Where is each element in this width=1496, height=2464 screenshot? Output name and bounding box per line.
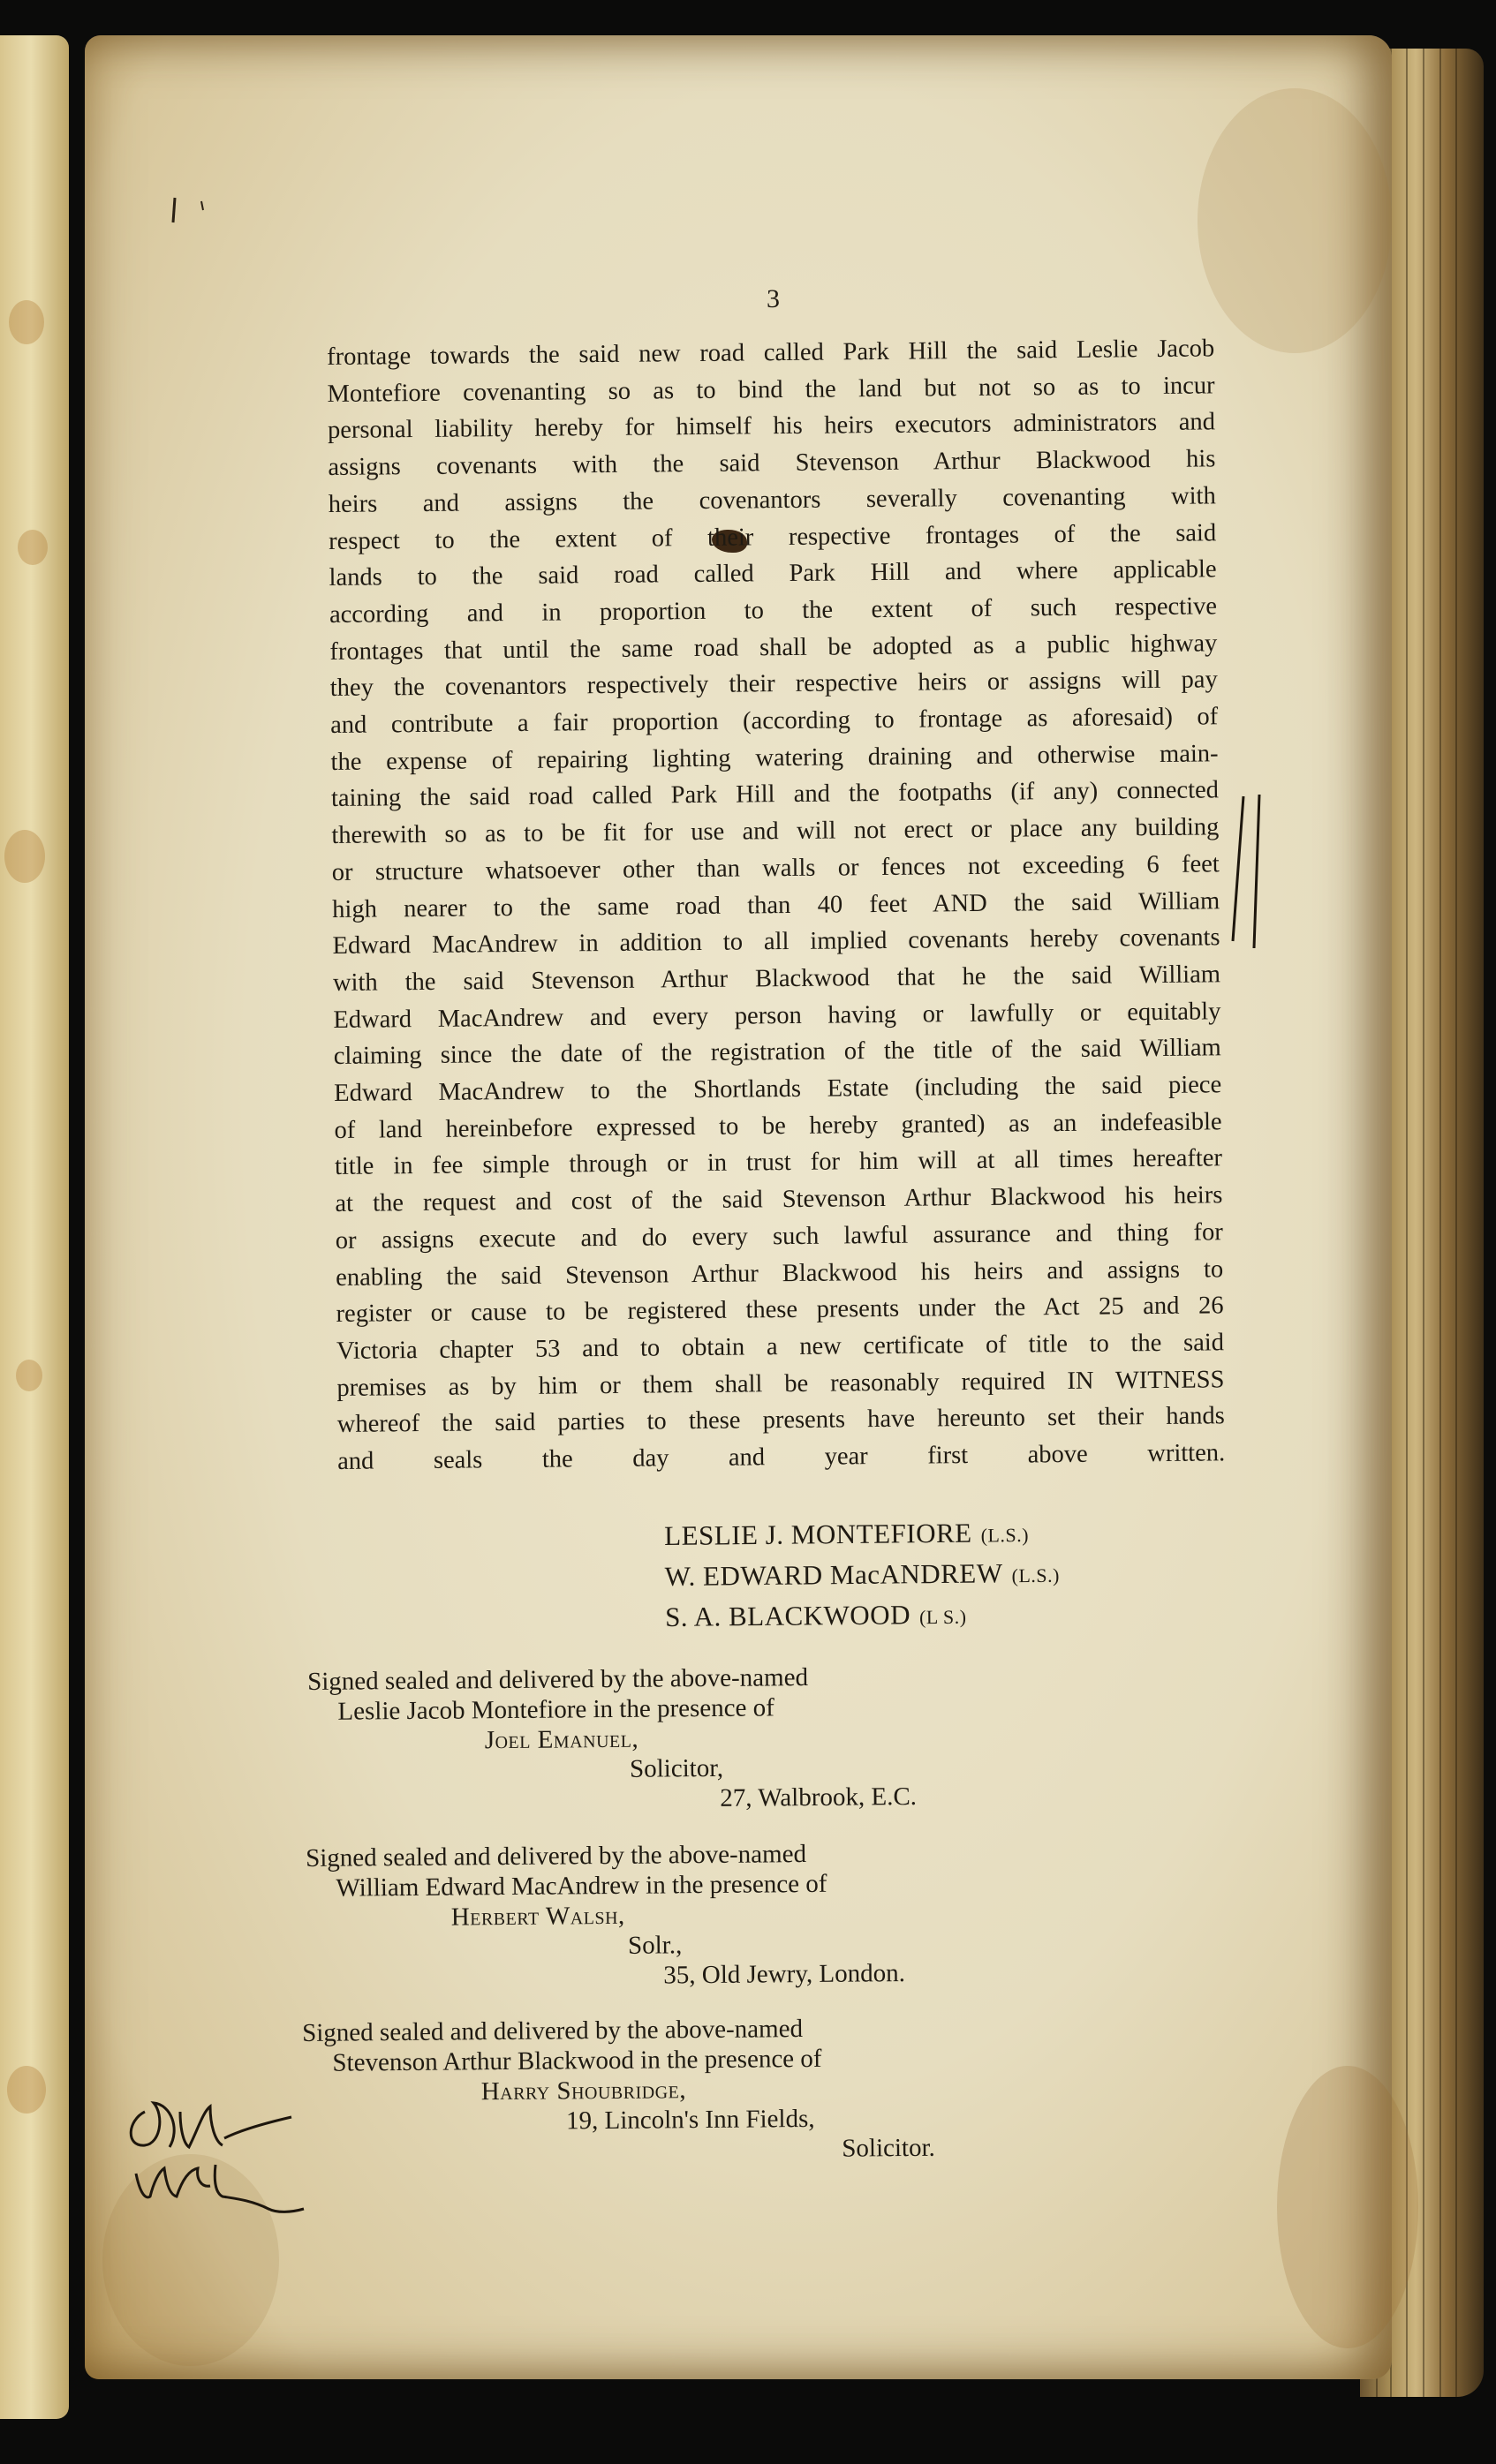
body-line: and contribute a fair proportion (according to frontage as aforesaid) of: [330, 703, 1219, 740]
tick-mark: [168, 192, 221, 232]
handwritten-initials: [118, 2076, 321, 2240]
signatory-name: LESLIE J. MONTEFIORE: [664, 1517, 972, 1551]
body-line: the expense of repairing lighting watering draining and otherwise main-: [330, 740, 1219, 776]
body-line: Edward MacAndrew and every person having or lawfully or equitably: [333, 997, 1221, 1034]
body-line: taining the said road called Park Hill and the footpaths (if any) connected: [330, 776, 1220, 813]
body-line: and seals the day and year first above written.: [337, 1439, 1226, 1476]
witness-line: William Edward MacAndrew in the presence of: [336, 1869, 827, 1903]
body-line: enabling the said Stevenson Arthur Blackwood his heirs and assigns to: [336, 1255, 1224, 1292]
body-line: Victoria chapter 53 and to obtain a new certificate of title to the said: [336, 1329, 1225, 1365]
witness-line: Stevenson Arthur Blackwood in the presence of: [332, 2044, 822, 2077]
body-line: high nearer to the same road than 40 feet AND the said William: [332, 886, 1220, 923]
body-line: or structure whatsoever other than walls or fences not exceeding 6 feet: [331, 850, 1220, 886]
body-line: of land hereinbefore expressed to be hereby granted) as an indefeasible: [334, 1108, 1222, 1144]
witness-address: 35, Old Jewry, London.: [663, 1959, 906, 1990]
body-line: or assigns execute and do every such lawful assurance and thing for: [335, 1218, 1223, 1255]
witness-block: [302, 2014, 935, 2168]
signatory-name: W. EDWARD MacANDREW: [664, 1557, 1003, 1592]
body-line: therewith so as to be fit for use and will not erect or place any building: [331, 813, 1220, 850]
signatory-name: S. A. BLACKWOOD: [664, 1599, 911, 1632]
body-line: at the request and cost of the said Stevenson Arthur Blackwood his heirs: [335, 1181, 1223, 1218]
witness-title: Solicitor,: [629, 1753, 724, 1783]
witness-block: [307, 1662, 918, 1817]
signatory-row: [665, 1594, 1061, 1639]
witness-name: Harry Shoubridge,: [480, 2076, 687, 2106]
body-line: according and in proportion to the extent of such respective: [329, 592, 1218, 629]
body-line: register or cause to be registered these presents under the Act 25 and 26: [336, 1292, 1224, 1329]
body-line: premises as by him or them shall be reasonably required IN WITNESS: [336, 1365, 1225, 1402]
witness-title: Solicitor.: [842, 2133, 935, 2163]
witness-name: Herbert Walsh,: [450, 1901, 625, 1932]
body-line: heirs and assigns the covenantors severally covenanting with: [328, 482, 1216, 518]
witness-title: Solr.,: [627, 1931, 683, 1960]
body-line: personal liability hereby for himself his heirs executors administrators and: [327, 408, 1216, 445]
signatory-row: [664, 1513, 1060, 1557]
witness-line: Signed sealed and delivered by the above-named: [302, 2015, 804, 2047]
deed-body-text: [327, 330, 1225, 1480]
adjacent-page-edge: [0, 35, 69, 2419]
signatures-block: [664, 1513, 1061, 1639]
seal-mark: (L.S.): [1011, 1564, 1060, 1587]
seal-mark: (L.S.): [980, 1524, 1030, 1547]
body-line: Edward MacAndrew in addition to all implied covenants hereby covenants: [332, 923, 1220, 961]
witness-block: [306, 1839, 906, 1993]
witness-address: 19, Lincoln's Inn Fields,: [565, 2104, 815, 2136]
body-line: respect to the extent of their respective frontages of the said: [329, 518, 1217, 555]
page-number: 3: [767, 284, 780, 313]
body-line: they the covenantors respectively their respective heirs or assigns will pay: [329, 666, 1218, 703]
body-line: Montefiore covenanting so as to bind the land but not so as to incur: [327, 372, 1215, 408]
witness-name: Joel Emanuel,: [484, 1724, 639, 1755]
witness-address: 27, Walbrook, E.C.: [720, 1782, 918, 1812]
witness-line: Signed sealed and delivered by the above-named: [306, 1840, 807, 1872]
body-line: Edward MacAndrew to the Shortlands Estate (including the said piece: [334, 1071, 1222, 1108]
body-line: lands to the said road called Park Hill and where applicable: [329, 555, 1217, 592]
witness-line: Leslie Jacob Montefiore in the presence of: [337, 1693, 774, 1726]
body-line: title in fee simple through or in trust for him will at all times hereafter: [334, 1144, 1223, 1181]
signatory-row: [664, 1554, 1060, 1598]
body-line: whereof the said parties to these presents have hereunto set their hands: [336, 1402, 1225, 1439]
seal-mark: (L S.): [918, 1605, 967, 1629]
body-line: assigns covenants with the said Stevenson Arthur Blackwood his: [328, 445, 1216, 482]
body-line: frontage towards the said new road called Park Hill the said Leslie Jacob: [327, 335, 1215, 371]
body-line: with the said Stevenson Arthur Blackwood that he the said William: [332, 961, 1221, 997]
body-line: claiming since the date of the registration of the title of the said William: [333, 1034, 1221, 1071]
body-line: frontages that until the same road shall be adopted as a public highway: [329, 629, 1218, 666]
margin-double-line-mark: [1229, 793, 1268, 956]
witness-line: Signed sealed and delivered by the above-named: [307, 1663, 809, 1696]
